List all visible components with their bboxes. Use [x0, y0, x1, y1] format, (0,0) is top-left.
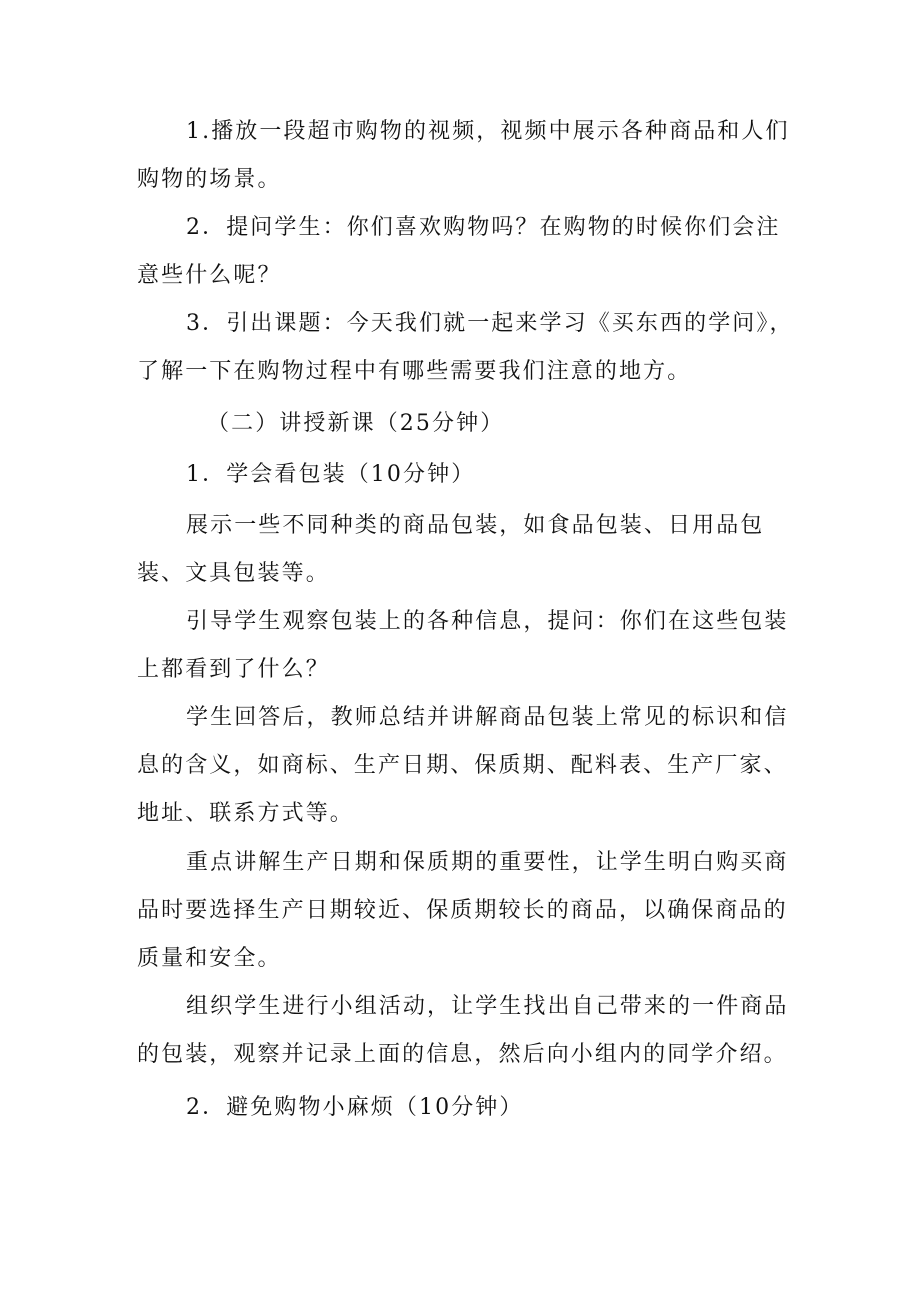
section-heading: （二）讲授新课（25分钟）	[207, 411, 505, 436]
group-activity-paragraph: 组织学生进行小组活动，让学生找出自己带来的一件商品的包装，观察并记录上面的信息，然后向小组内的同学介绍。	[137, 994, 789, 1067]
date-importance-paragraph: 重点讲解生产日期和保质期的重要性，让学生明白购买商品时要选择生产日期较近、保质期较长的商品，以确保商品的质量和安全。	[137, 850, 789, 971]
teacher-summary-paragraph: 学生回答后，教师总结并讲解商品包装上常见的标识和信息的含义，如商标、生产日期、保质期、配料表、生产厂家、地址、联系方式等。	[137, 705, 789, 826]
subsection-heading-1: 1．学会看包装（10分钟）	[186, 462, 476, 487]
subsection-heading-2: 2．避免购物小麻烦（10分钟）	[186, 1095, 524, 1120]
observe-info-paragraph: 引导学生观察包装上的各种信息，提问：你们在这些包装上都看到了什么？	[137, 609, 789, 682]
step-2-paragraph: 2．提问学生：你们喜欢购物吗？在购物的时候你们会注意些什么呢？	[137, 215, 781, 288]
step-1-paragraph: 1.播放一段超市购物的视频，视频中展示各种商品和人们购物的场景。	[137, 119, 790, 192]
step-3-paragraph: 3．引出课题：今天我们就一起来学习《买东西的学问》，了解一下在购物过程中有哪些需要我们注意的地方。	[137, 311, 794, 384]
packaging-display-paragraph: 展示一些不同种类的商品包装，如食品包装、日用品包装、文具包装等。	[137, 513, 765, 586]
